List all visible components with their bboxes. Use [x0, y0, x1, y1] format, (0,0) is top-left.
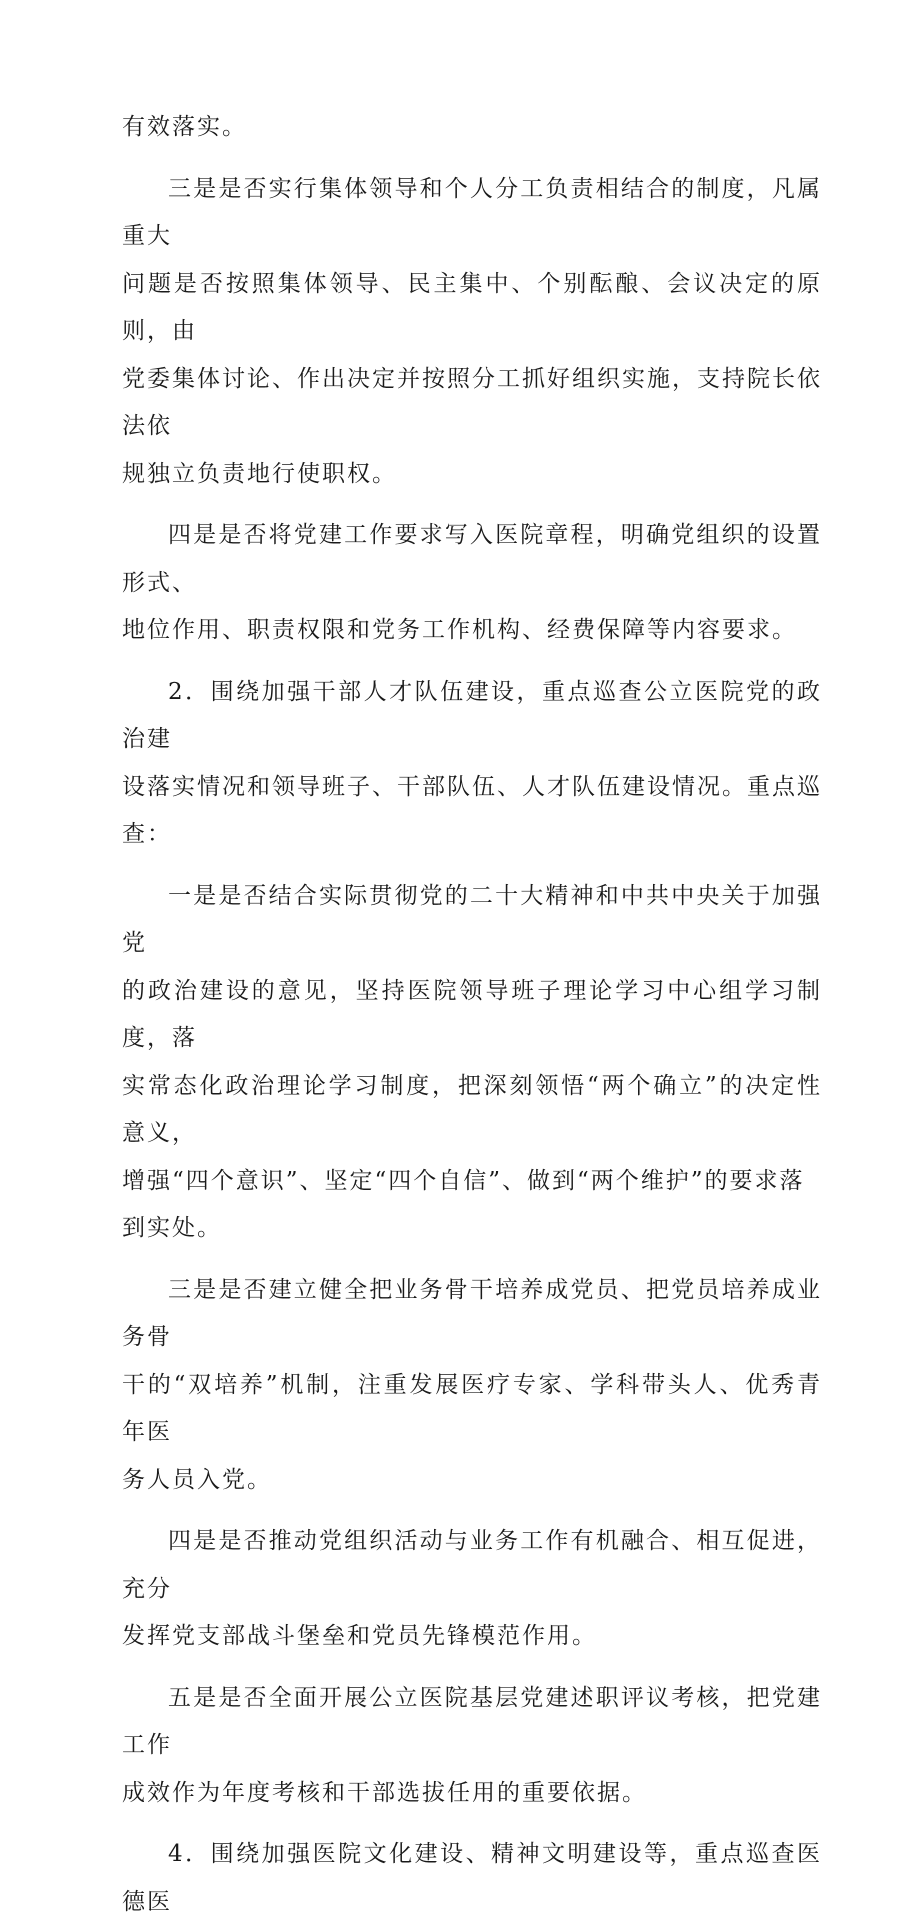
- paragraph-continuation: 有效落实。: [122, 114, 247, 140]
- paragraph-section-4-heading: 4．围绕加强医院文化建设、精神文明建设等，重点巡查医德医: [122, 1841, 822, 1915]
- paragraph-collective-leadership: 三是是否实行集体领导和个人分工负责相结合的制度，凡属重大 问题是否按照集体领导、民主集中、个别酝酿、会议决定的原则，由 党委集体讨论、作出决定并按照分工抓好组织实施，支持院长依法依 规独立负责地行使职权。: [122, 175, 822, 487]
- paragraph-double-training: 三是是否建立健全把业务骨干培养成党员、把党员培养成业务骨 干的“双培养”机制，注重发展医疗专家、学科带头人、优秀青年医 务人员入党。: [122, 1276, 822, 1493]
- paragraph-party-activity-integration: 四是是否推动党组织活动与业务工作有机融合、相互促进，充分 发挥党支部战斗堡垒和党员先锋模范作用。: [122, 1528, 822, 1649]
- paragraph-grassroots-evaluation: 五是是否全面开展公立医院基层党建述职评议考核，把党建工作 成效作为年度考核和干部选拔任用的重要依据。: [122, 1684, 822, 1806]
- document-body: [122, 104, 822, 1926]
- paragraph-section-2-heading: 2．围绕加强干部人才队伍建设，重点巡查公立医院党的政治建 设落实情况和领导班子、干部队伍、人才队伍建设情况。重点巡查：: [122, 678, 822, 847]
- paragraph-hospital-charter: 四是是否将党建工作要求写入医院章程，明确党组织的设置形式、 地位作用、职责权限和党务工作机构、经费保障等内容要求。: [122, 522, 822, 643]
- paragraph-political-study: 一是是否结合实际贯彻党的二十大精神和中共中央关于加强党 的政治建设的意见，坚持医院领导班子理论学习中心组学习制度，落 实常态化政治理论学习制度，把深刻领悟“两个确立”的决定性意义， 增强“四个意识”、坚定“四个自信”、做到“两个维护”的要求落 到实处。: [122, 882, 822, 1241]
